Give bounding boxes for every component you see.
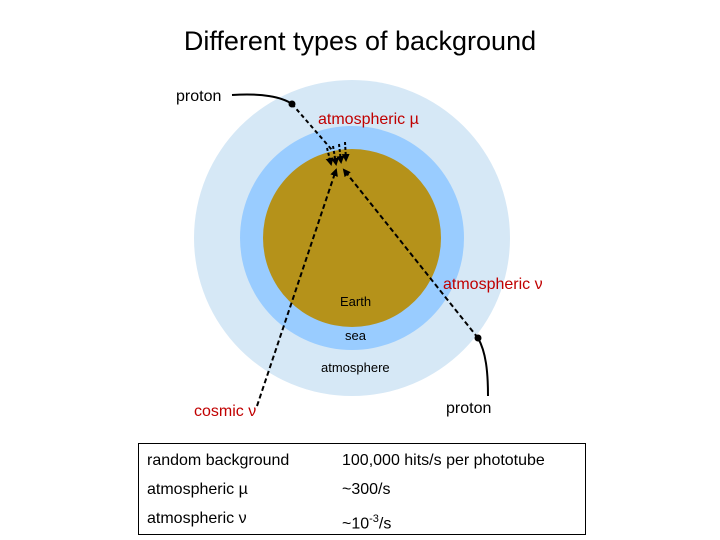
sea-label: sea xyxy=(345,328,366,343)
rate-base: ~10 xyxy=(342,515,370,533)
background-rate: 100,000 hits/s per phototube xyxy=(342,452,545,469)
background-type: atmospheric µ xyxy=(147,481,248,498)
proton-interaction-bottom xyxy=(475,335,482,342)
background-type: random background xyxy=(147,452,290,469)
background-rates-table xyxy=(138,443,586,535)
background-rate: ~300/s xyxy=(342,481,391,498)
table-row xyxy=(139,475,585,505)
table-row xyxy=(139,504,585,534)
proton-bottom-label: proton xyxy=(446,400,492,417)
proton-top-label: proton xyxy=(176,88,222,105)
cosmic-nu-label: cosmic ν xyxy=(194,403,257,420)
background-type: atmospheric ν xyxy=(147,510,247,527)
earth-label: Earth xyxy=(340,294,372,309)
rate-exponent: -3 xyxy=(369,513,379,525)
atmospheric-nu-label: atmospheric ν xyxy=(443,276,543,293)
rate-unit: /s xyxy=(378,515,392,533)
background-rate xyxy=(342,504,391,539)
page-title: Different types of background xyxy=(183,26,537,56)
proton-track-bottom xyxy=(478,338,488,396)
atmospheric-mu-label: atmospheric µ xyxy=(318,111,419,128)
table-row xyxy=(139,446,585,476)
atmosphere-label: atmosphere xyxy=(321,360,390,375)
